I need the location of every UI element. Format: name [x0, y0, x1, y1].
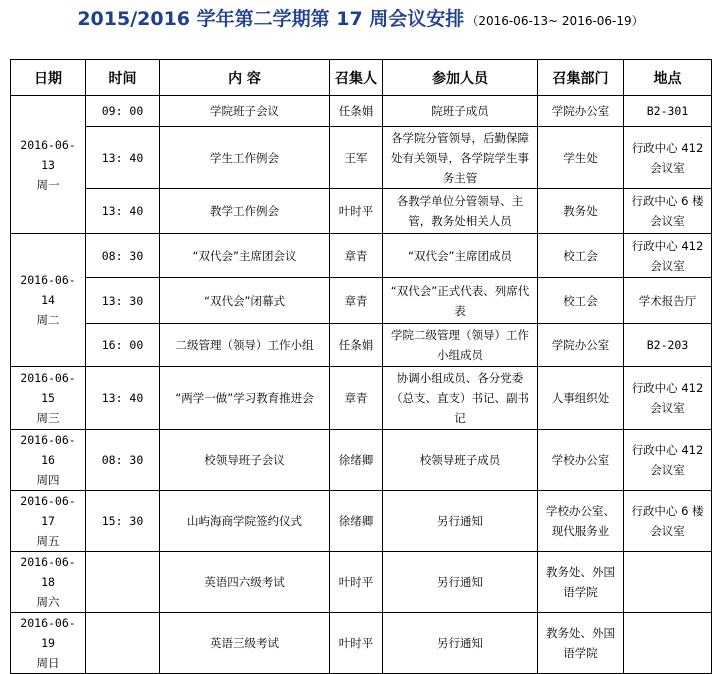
location-cell: 学术报告厅: [624, 278, 712, 324]
day-cell: [11, 96, 86, 234]
table-header-row: [11, 60, 712, 96]
title-main: 2015/2016 学年第二学期第 17 周会议安排: [77, 8, 465, 30]
convener-cell: 章青: [330, 278, 383, 324]
day-weekday: 周一: [36, 177, 60, 192]
day-cell: [11, 234, 86, 367]
time-cell: 16: 00: [86, 324, 160, 367]
page-title: [0, 4, 721, 38]
participants-cell: 另行通知: [383, 491, 538, 552]
day-cell: [11, 491, 86, 552]
content-cell: 校领导班子会议: [160, 430, 330, 491]
time-cell: 13: 30: [86, 278, 160, 324]
location-cell: B2-301: [624, 96, 712, 127]
convener-cell: 王军: [330, 127, 383, 189]
department-cell: 教务处: [538, 189, 624, 234]
day-date: 2016-06-15: [20, 371, 76, 405]
convener-cell: 徐绪卿: [330, 430, 383, 491]
convener-cell: 任条娟: [330, 96, 383, 127]
location-cell: B2-203: [624, 324, 712, 367]
day-weekday: 周二: [36, 313, 60, 327]
time-cell: [86, 552, 160, 613]
time-cell: 15: 30: [86, 491, 160, 552]
content-cell: 英语三级考试: [160, 613, 330, 674]
table-row: [11, 189, 712, 234]
department-cell: 学院办公室: [538, 324, 624, 367]
time-cell: 09: 00: [86, 96, 160, 127]
content-cell: 英语四六级考试: [160, 552, 330, 613]
header-time: 时间: [86, 60, 160, 96]
table-row: [11, 613, 712, 674]
participants-cell: “双代会”主席团成员: [383, 234, 538, 278]
content-cell: 山屿海商学院签约仪式: [160, 491, 330, 552]
department-cell: 教务处、外国语学院: [538, 613, 624, 674]
participants-cell: 校领导班子成员: [383, 430, 538, 491]
time-cell: 13: 40: [86, 189, 160, 234]
day-date: 2016-06-18: [20, 555, 76, 589]
title-date-range: （2016-06-13~ 2016-06-19）: [466, 14, 644, 28]
day-cell: [11, 613, 86, 674]
header-location: 地点: [624, 60, 712, 96]
content-cell: 二级管理（领导）工作小组: [160, 324, 330, 367]
table-row: [11, 278, 712, 324]
day-date: 2016-06-19: [20, 616, 76, 650]
participants-cell: 另行通知: [383, 613, 538, 674]
header-content: 内 容: [160, 60, 330, 96]
table-row: [11, 552, 712, 613]
header-department: 召集部门: [538, 60, 624, 96]
day-cell: [11, 552, 86, 613]
participants-cell: 学院二级管理（领导）工作小组成员: [383, 324, 538, 367]
department-cell: 校工会: [538, 234, 624, 278]
location-cell: 行政中心 412 会议室: [624, 367, 712, 430]
participants-cell: 各教学单位分管领导、主管，教务处相关人员: [383, 189, 538, 234]
convener-cell: 章青: [330, 367, 383, 430]
convener-cell: 徐绪卿: [330, 491, 383, 552]
location-cell: [624, 552, 712, 613]
table-row: [11, 96, 712, 127]
department-cell: 学校办公室、现代服务业: [538, 491, 624, 552]
content-cell: “双代会”闭幕式: [160, 278, 330, 324]
convener-cell: 叶时平: [330, 189, 383, 234]
day-cell: [11, 367, 86, 430]
meeting-schedule-table: [10, 59, 712, 674]
convener-cell: 叶时平: [330, 613, 383, 674]
time-cell: 08: 30: [86, 234, 160, 278]
location-cell: 行政中心 6 楼会议室: [624, 491, 712, 552]
time-cell: 13: 40: [86, 367, 160, 430]
day-weekday: 周五: [36, 534, 60, 548]
table-row: [11, 491, 712, 552]
table-row: [11, 324, 712, 367]
day-date: 2016-06-17: [20, 494, 76, 528]
day-weekday: 周三: [36, 411, 60, 425]
department-cell: 人事组织处: [538, 367, 624, 430]
content-cell: 教学工作例会: [160, 189, 330, 234]
participants-cell: 协调小组成员、各分党委（总支、直支）书记、副书记: [383, 367, 538, 430]
convener-cell: 章青: [330, 234, 383, 278]
day-date: 2016-06-16: [20, 433, 76, 467]
content-cell: “双代会”主席团会议: [160, 234, 330, 278]
table-row: [11, 234, 712, 278]
location-cell: [624, 613, 712, 674]
location-cell: 行政中心 412 会议室: [624, 430, 712, 491]
table-row: [11, 367, 712, 430]
participants-cell: 各学院分管领导，后勤保障处有关领导，各学院学生事务主管: [383, 127, 538, 189]
department-cell: 学校办公室: [538, 430, 624, 491]
department-cell: 教务处、外国语学院: [538, 552, 624, 613]
header-convener: 召集人: [330, 60, 383, 96]
time-cell: [86, 613, 160, 674]
location-cell: 行政中心 6 楼会议室: [624, 189, 712, 234]
participants-cell: 另行通知: [383, 552, 538, 613]
content-cell: 学院班子会议: [160, 96, 330, 127]
table-row: [11, 430, 712, 491]
time-cell: 08: 30: [86, 430, 160, 491]
content-cell: 学生工作例会: [160, 127, 330, 189]
department-cell: 学生处: [538, 127, 624, 189]
location-cell: 行政中心 412 会议室: [624, 234, 712, 278]
header-participants: 参加人员: [383, 60, 538, 96]
department-cell: 校工会: [538, 278, 624, 324]
day-weekday: 周六: [36, 595, 60, 609]
day-date: 2016-06-13: [20, 137, 76, 172]
convener-cell: 叶时平: [330, 552, 383, 613]
day-weekday: 周四: [36, 473, 60, 487]
content-cell: “两学一做”学习教育推进会: [160, 367, 330, 430]
day-cell: [11, 430, 86, 491]
department-cell: 学院办公室: [538, 96, 624, 127]
participants-cell: 院班子成员: [383, 96, 538, 127]
participants-cell: “双代会”正式代表、列席代表: [383, 278, 538, 324]
time-cell: 13: 40: [86, 127, 160, 189]
location-cell: 行政中心 412 会议室: [624, 127, 712, 189]
convener-cell: 任条娟: [330, 324, 383, 367]
day-weekday: 周日: [36, 656, 60, 670]
table-row: [11, 127, 712, 189]
day-date: 2016-06-14: [20, 273, 76, 307]
header-date: 日期: [11, 60, 86, 96]
